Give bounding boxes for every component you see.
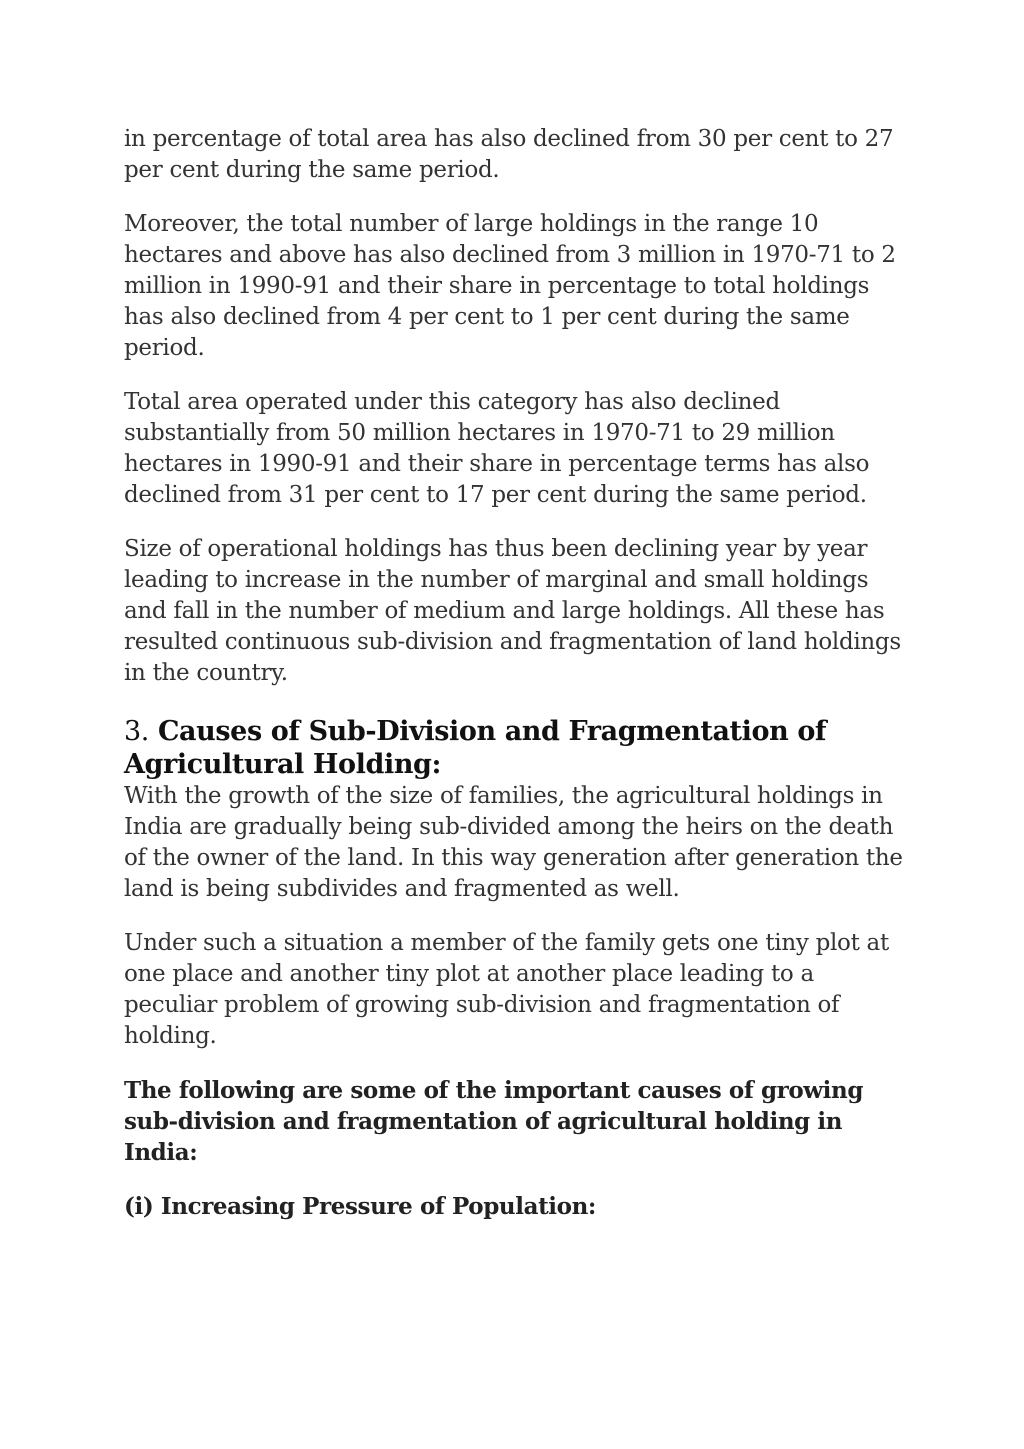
paragraph-large-holdings-decline: Moreover, the total number of large holdings in the range 10 hectares and above has also declined from 3 million in 1970-71 to 2 million in 1990-91 and their share in percentage to total holdings has also declined from 4 per cent to 1 per cent during the same period. — [124, 211, 896, 361]
paragraph-causes-intro: The following are some of the important causes of growing sub-division and fragmentation of agricultural holding in India: — [124, 1077, 864, 1166]
document-page — [124, 124, 904, 1222]
paragraph-growth-of-families: With the growth of the size of families, the agricultural holdings in India are gradually being sub-divided among the heirs on the death of the owner of the land. In this way generation after generation the land is being subdivides and fragmented as well. — [124, 783, 903, 902]
paragraph-area-operated: Total area operated under this category has also declined substantially from 50 million hectares in 1970-71 to 29 million hectares in 1990-91 and their share in percentage terms has also declined from 31 per cent to 17 per cent during the same period. — [124, 389, 870, 508]
paragraph-tiny-plots: Under such a situation a member of the family gets one tiny plot at one place and another tiny plot at another place leading to a peculiar problem of growing sub-division and fragmentation of holding. — [124, 930, 889, 1049]
section-heading-causes — [124, 715, 904, 781]
paragraph-total-area-decline: in percentage of total area has also declined from 30 per cent to 27 per cent during the same period. — [124, 126, 894, 183]
section-title: Causes of Sub-Division and Fragmentation of Agricultural Holding: — [124, 716, 827, 780]
paragraph-size-declining: Size of operational holdings has thus been declining year by year leading to increase in the number of marginal and small holdings and fall in the number of medium and large holdings. All these has resulted continuous sub-division and fragmentation of land holdings in the country. — [124, 536, 901, 686]
section-number: 3. — [124, 716, 149, 747]
sub-heading-population-pressure: (i) Increasing Pressure of Population: — [124, 1193, 596, 1220]
